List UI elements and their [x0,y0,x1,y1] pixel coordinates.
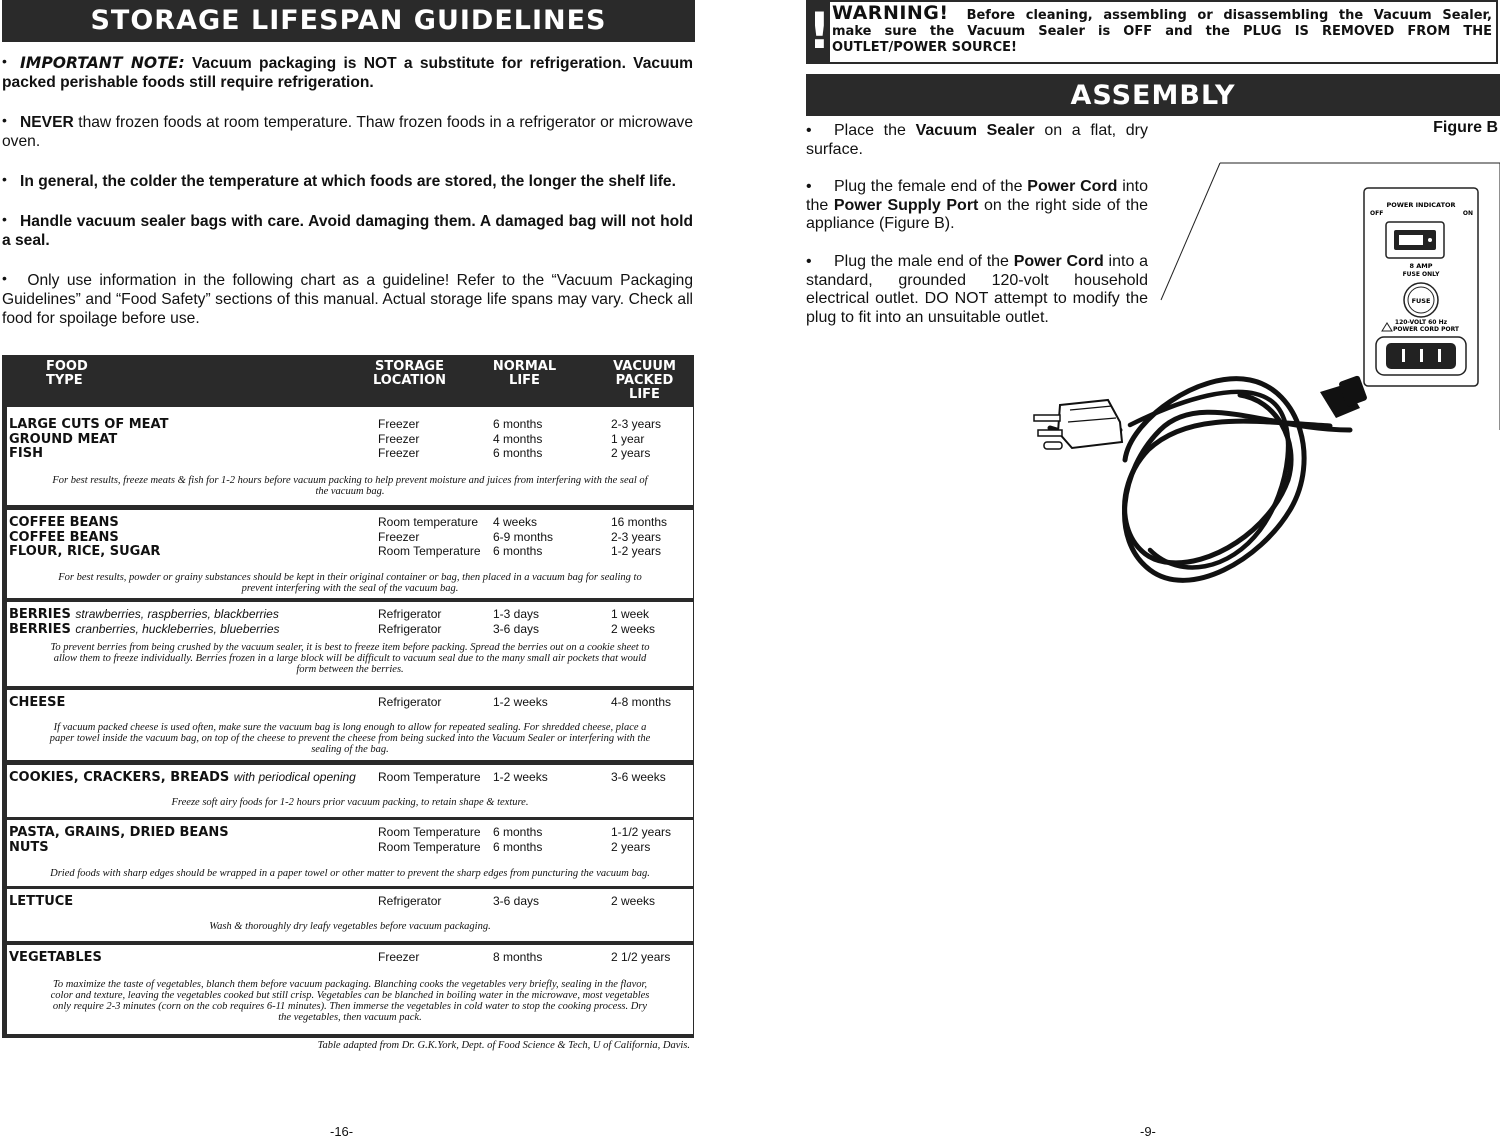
warning-box [806,0,1498,64]
normal-life: 8 months [493,950,543,964]
table-section [7,407,693,505]
header-vacuum-life: VACUUM PACKED LIFE [613,359,676,402]
storage-location: Refrigerator [378,695,442,709]
step-text: Power Cord [1027,178,1118,196]
table-row [7,530,693,545]
section-tip: To maximize the taste of vegetables, blanch them before vacuum packaging. Blanching cooks the vegetables very briefly, sealing in the flavor, color and texture, leaving the vegetables cooked but still crisp. Vegetables can be blanched in boiling water in the microwave, most vegetables only require 2-3 minutes (corn on the cob requires 6-11 minutes). Then immerse the vegetables in cold water to stop the cooking process. Dry the vegetables, then vacuum pack. [50,979,650,1023]
food-name: PASTA, GRAINS, DRIED BEANS [9,825,229,840]
step-text: Power Cord [1013,252,1104,270]
note-text: Only use information in the following chart as a guideline! Refer to the “Vacuum Packaging Guidelines” and “Food Safety” sections of this manual. Actual storage life spans may vary. Check all food for spoilage before use. [2,272,693,327]
note-lead: In general, the colder the temperature at which foods are stored, the longer the shelf life. [20,173,676,190]
section-tip: Dried foods with sharp edges should be wrapped in a paper towel or other matter to prevent the sharp edges from puncturing the vacuum bag. [50,868,650,879]
food-subtype: strawberries, raspberries, blackberries [75,607,279,621]
step-text: Plug the male end of the [834,252,1014,270]
note-bags [2,210,693,250]
table-row [7,515,693,530]
note-guideline [2,269,693,328]
figure-label: Figure B [1433,119,1498,136]
step-text: Power Supply Port [833,196,979,214]
bullet-icon: • [806,252,812,270]
normal-life: 3-6 days [493,621,540,636]
food-name: FISH [9,446,43,461]
bullet-icon: • [2,53,7,69]
page-number-right: -9- [1140,1124,1156,1139]
vacuum-life: 2 1/2 years [611,950,671,964]
bullet-icon: • [2,211,7,227]
note-text: thaw frozen foods at room temperature. Thaw frozen foods in a refrigerator or microwave oven. [2,114,693,150]
vacuum-life: 3-6 weeks [611,770,666,784]
bullet-icon: • [2,112,7,128]
note-colder [2,170,693,191]
table-row [7,695,693,710]
section-tip: Freeze soft airy foods for 1-2 hours prior vacuum packing, to retain shape & texture. [171,797,529,808]
note-lead: IMPORTANT NOTE: [20,54,185,72]
table-section [7,820,693,886]
step-text: Place the [834,122,916,139]
panel-fuse-label: FUSE [1411,297,1431,305]
storage-location: Room temperature [378,515,479,529]
normal-life: 6 months [493,417,543,431]
table-section [7,602,693,686]
note-never [2,111,693,151]
header-normal-life: NORMAL LIFE [492,359,557,388]
storage-location: Room Temperature [378,839,481,854]
panel-voltage-label: 120-VOLT 60 Hz [1394,319,1448,326]
food-name: BERRIES strawberries, raspberries, blackberries [9,607,279,622]
vacuum-life: 2 weeks [611,621,656,636]
table-row [7,840,693,855]
storage-location: Refrigerator [378,621,442,636]
storage-location: Room Temperature [378,544,481,558]
female-connector [1320,375,1368,418]
vacuum-life: 2 years [611,839,651,854]
vacuum-life: 16 months [611,515,668,529]
panel-on-label: ON [1462,210,1473,217]
header-storage-location: STORAGE LOCATION [372,359,447,388]
table-row [7,446,693,461]
food-name: LETTUCE [9,894,74,909]
normal-life: 6 months [493,825,543,839]
storage-location: Room Temperature [378,825,481,839]
vacuum-life: 1-2 years [611,544,662,558]
vacuum-life: 1 week [611,607,650,621]
step-text: on the right side of the appliance (Figure B). [806,196,1149,233]
food-name: FLOUR, RICE, SUGAR [9,544,161,559]
bullet-icon: • [806,122,812,139]
section-tip: Wash & thoroughly dry leafy vegetables before vacuum packaging. [209,921,491,932]
table-section [7,690,693,760]
panel-amp-label: 8 AMP [1409,262,1433,270]
normal-life: 1-3 days [493,607,540,621]
note-text: Vacuum packaging is NOT a substitute for refrigeration. Vacuum packed perishable foods still require refrigeration. [2,55,693,91]
section-tip: For best results, powder or grainy substances should be kept in their original container or bag, then placed in a vacuum bag for sealing to prevent interfering with the seal of the vacuum bag. [58,572,642,594]
assembly-step [806,122,1148,159]
page-title: STORAGE LIFESPAN GUIDELINES [2,0,695,42]
table-header [2,355,694,405]
panel-indicator-label: POWER INDICATOR [1386,201,1456,209]
panel-off-label: OFF [1370,210,1384,217]
normal-life: 6 months [493,544,543,558]
normal-life: 6-9 months [493,529,554,544]
table-section [7,510,693,598]
page-number-left: -16- [330,1124,354,1139]
normal-life: 6 months [493,446,543,460]
vacuum-life: 2-3 years [611,529,662,544]
warning-body: Before cleaning, assembling or disassembling the Vacuum Sealer, make sure the Vacuum Sealer is OFF and the PLUG IS REMOVED FROM THE OUTLET/POWER SOURCE! [832,8,1492,55]
storage-location: Refrigerator [378,894,442,908]
vacuum-life: 1-1/2 years [611,825,672,839]
food-name: LARGE CUTS OF MEAT [9,417,169,432]
section-tip: To prevent berries from being crushed by the vacuum sealer, it is best to freeze item before packing. Spread the berries out on a cookie sheet to allow them to freeze individually. Berries frozen in a large block will be difficult to vacuum seal due to the many small air pockets that would form between the berries. [50,642,650,675]
power-supply-port-panel [1364,188,1478,386]
table-row [7,432,693,447]
table-row [7,770,693,785]
storage-location: Freezer [378,417,420,431]
exclamation-icon: ! [808,2,831,60]
storage-location: Freezer [378,950,420,964]
food-name: COFFEE BEANS [9,529,119,545]
food-name: COOKIES, CRACKERS, BREADS with periodical opening [9,770,356,785]
table-section [7,765,693,817]
normal-life: 1-2 weeks [493,770,548,784]
bullet-icon: • [806,178,812,196]
food-name: NUTS [9,839,49,855]
section-tip: If vacuum packed cheese is used often, make sure the vacuum bag is long enough to allow for repeated sealing. For shredded cheese, place a paper towel inside the vacuum bag, on top of the cheese to prevent the cheese from being sucked into the Vacuum Sealer or interfering with the sealing of the bag. [49,722,651,755]
vacuum-life: 2-3 years [611,417,662,431]
note-important [2,52,693,92]
callout-line [1161,163,1220,300]
table-row [7,417,693,432]
note-lead: Handle vacuum sealer bags with care. Avoid damaging them. A damaged bag will not hold a seal. [2,213,693,249]
header-food-type: FOOD TYPE [46,359,88,388]
food-subtype: with periodical opening [233,770,356,784]
vacuum-life: 4-8 months [611,695,672,709]
food-name: COFFEE BEANS [9,515,119,530]
table-section [7,889,693,941]
food-name: VEGETABLES [9,950,102,965]
table-row [7,544,693,559]
section-tip: For best results, freeze meats & fish for 1-2 hours before vacuum packing to help prevent moisture and juices from interfering with the seal of the vacuum bag. [52,475,648,497]
step-text: on a flat, dry surface. [806,122,1149,158]
warning-title: WARNING! [832,2,949,24]
table-credit: Table adapted from Dr. G.K.York, Dept. of Food Science & Tech, U of California, Davis. [317,1040,690,1051]
normal-life: 1-2 weeks [493,695,548,709]
indicator-light-icon [1428,238,1432,242]
note-lead: NEVER [20,114,74,131]
vacuum-life: 1 year [611,431,645,446]
assembly-title: ASSEMBLY [806,74,1500,116]
storage-location: Room Temperature [378,770,481,784]
table-row [7,950,693,965]
step-text: into the [806,178,1149,214]
normal-life: 4 months [493,431,543,446]
storage-location: Freezer [378,446,420,460]
storage-table [2,355,694,1038]
left-page [0,0,700,1139]
vacuum-life: 2 weeks [611,894,656,908]
normal-life: 4 weeks [493,515,538,529]
male-plug [1034,400,1122,449]
warning-text [832,2,1492,56]
bullet-icon: • [2,270,7,286]
food-name: CHEESE [9,695,66,710]
table-row [7,607,693,622]
normal-life: 3-6 days [493,894,540,908]
power-cord-figure [1030,160,1500,590]
food-subtype: cranberries, huckleberries, blueberries [75,621,280,636]
bullet-icon: • [2,171,7,187]
panel-fuse-only-label: FUSE ONLY [1402,271,1440,278]
food-name: BERRIES cranberries, huckleberries, blueberries [9,621,280,637]
storage-location: Freezer [378,431,420,446]
important-notes [2,52,693,347]
panel-port-label: POWER CORD PORT [1392,326,1460,333]
table-row [7,894,693,909]
table-row [7,622,693,637]
step-text: Vacuum Sealer [915,122,1035,139]
step-text: Plug the female end of the [834,178,1028,196]
normal-life: 6 months [493,839,543,854]
table-row [7,825,693,840]
table-section [7,945,693,1034]
step-text: into a standard, grounded 120-volt household electrical outlet. DO NOT attempt to modify the plug to fit into an unsuitable outlet. [806,252,1148,326]
storage-location: Refrigerator [378,607,442,621]
food-name: GROUND MEAT [9,431,118,447]
vacuum-life: 2 years [611,446,651,460]
storage-location: Freezer [378,529,420,544]
